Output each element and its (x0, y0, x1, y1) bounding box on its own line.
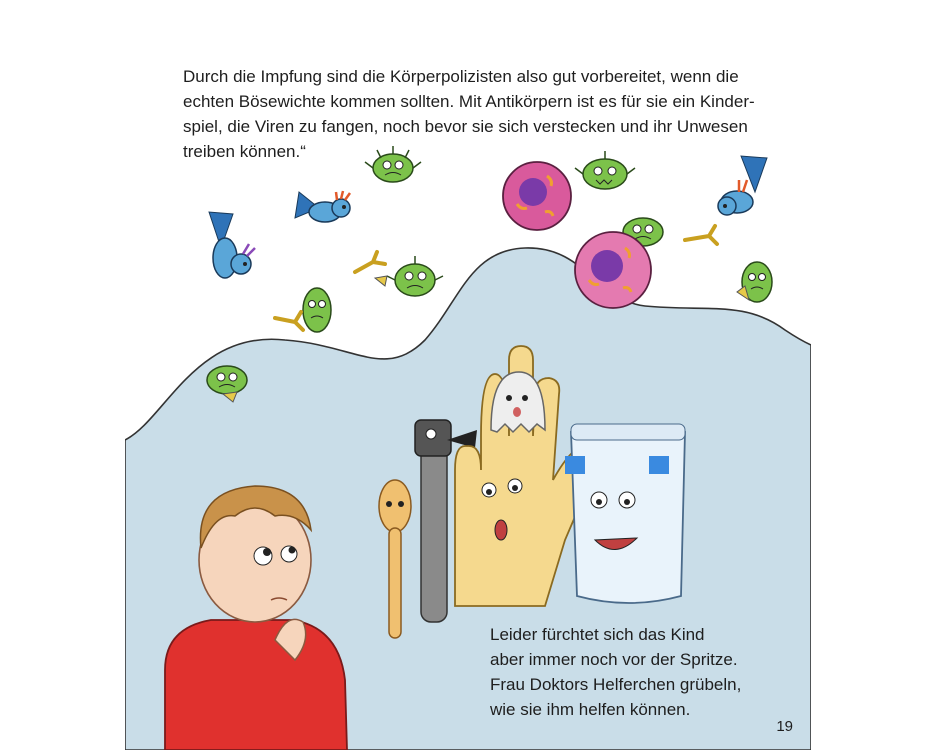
story-line: wie sie ihm helfen können. (490, 700, 691, 719)
immune-cell-icon (503, 162, 571, 230)
virus-icon (375, 256, 443, 296)
story-line: Durch die Impfung sind die Körperpolizisten also gut vorbereitet, wenn die (183, 67, 739, 86)
book-page (125, 0, 811, 750)
diaper-icon (565, 424, 685, 603)
story-line: Leider fürchtet sich das Kind (490, 625, 705, 644)
antibody-icon (355, 252, 385, 272)
story-text-bottom (490, 622, 741, 722)
page-number: 19 (776, 718, 793, 735)
body-police-icon (209, 212, 255, 278)
story-line: Frau Doktors Helferchen grübeln, (490, 675, 742, 694)
story-text-top (183, 64, 755, 164)
virus-icon (303, 288, 331, 332)
story-line: treiben können.“ (183, 142, 306, 161)
antibody-icon (685, 226, 717, 244)
story-line: spiel, die Viren zu fangen, noch bevor sie sich verstecken und ihr Unwesen (183, 117, 748, 136)
antibody-icon (275, 312, 303, 330)
body-police-icon (295, 191, 350, 222)
story-line: echten Bösewichte kommen sollten. Mit Antikörpern ist es für sie ein Kinder- (183, 92, 755, 111)
virus-icon (737, 262, 772, 302)
story-line: aber immer noch vor der Spritze. (490, 650, 738, 669)
body-police-icon (718, 156, 767, 215)
immune-cell-icon (575, 232, 651, 308)
